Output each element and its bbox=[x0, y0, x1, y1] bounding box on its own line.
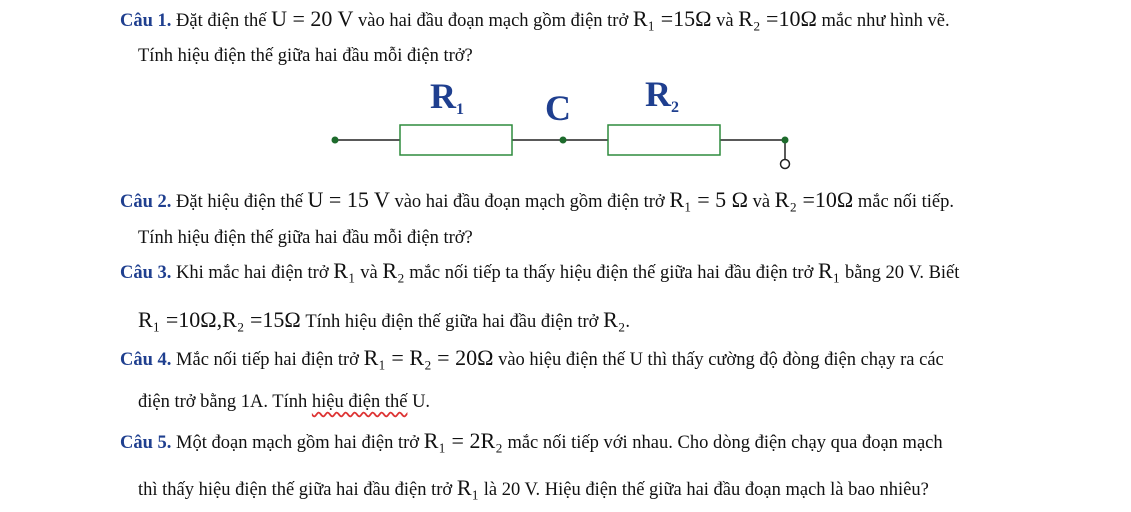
r2-label: R2 bbox=[645, 78, 679, 116]
math: R₁ = 5 Ω bbox=[669, 187, 748, 212]
text: và bbox=[747, 192, 775, 212]
text: mắc nối tiếp với nhau. Cho dòng điện chạy qua đoạn mạch bbox=[502, 433, 943, 453]
math: R₁ =10Ω,R₂ =15Ω bbox=[138, 307, 301, 332]
question-label: Câu 2. bbox=[120, 192, 172, 212]
resistor-r1 bbox=[400, 125, 512, 155]
text: vào hai đầu đoạn mạch gồm điện trở bbox=[389, 192, 670, 212]
text: . bbox=[625, 312, 631, 332]
text: và bbox=[355, 263, 383, 283]
text: bằng 20 V. Biết bbox=[840, 263, 960, 283]
r1-label: R1 bbox=[430, 78, 464, 118]
question-label: Câu 5. bbox=[120, 433, 172, 453]
text: Khi mắc hai điện trở bbox=[176, 263, 334, 283]
question-3-line-2 bbox=[138, 307, 630, 333]
node-c bbox=[560, 137, 567, 144]
question-1-line-2: Tính hiệu điện thế giữa hai đầu mỗi điện trở? bbox=[138, 46, 473, 66]
text: mắc như hình vẽ. bbox=[816, 11, 950, 31]
question-2-line-2: Tính hiệu điện thế giữa hai đầu mỗi điện trở? bbox=[138, 228, 473, 248]
math: R₂ =10Ω bbox=[738, 6, 817, 31]
text: Tính hiệu điện thế giữa hai đầu điện trở bbox=[300, 312, 604, 332]
text: Một đoạn mạch gồm hai điện trở bbox=[176, 433, 424, 453]
text: Đặt hiệu điện thế bbox=[176, 192, 308, 212]
circuit-diagram bbox=[320, 78, 800, 178]
text: Mắc nối tiếp hai điện trở bbox=[176, 350, 364, 370]
text: điện trở bằng 1A. Tính bbox=[138, 392, 312, 412]
math: R₁ =15Ω bbox=[632, 6, 712, 31]
c-label: C bbox=[545, 88, 571, 128]
question-label: Câu 4. bbox=[120, 350, 172, 370]
math: R₂ =10Ω bbox=[774, 187, 854, 212]
question-3-line-1 bbox=[120, 258, 959, 284]
text: và bbox=[711, 11, 739, 31]
math: R₂ bbox=[603, 307, 626, 332]
resistor-r2 bbox=[608, 125, 720, 155]
question-4-line-2 bbox=[138, 392, 430, 413]
math: R₂ bbox=[382, 258, 405, 283]
text: Đặt điện thế bbox=[176, 11, 272, 31]
math: R₁ = 2R₂ bbox=[423, 428, 503, 453]
math: U = 20 V bbox=[271, 6, 354, 31]
question-5-line-2 bbox=[138, 475, 929, 501]
math: R₁ = R₂ = 20Ω bbox=[363, 345, 494, 370]
question-2-line-1 bbox=[120, 187, 954, 213]
node-right bbox=[782, 137, 789, 144]
math: R₁ bbox=[456, 475, 480, 500]
question-1-line-1 bbox=[120, 6, 950, 32]
text: là 20 V. Hiệu điện thế giữa hai đầu đoạn mạch là bao nhiêu? bbox=[479, 480, 929, 500]
text: U. bbox=[407, 392, 431, 412]
terminal-open bbox=[781, 160, 790, 169]
math: R₁ bbox=[333, 258, 356, 283]
text: vào hiệu điện thế U thì thấy cường độ đòng điện chạy ra các bbox=[493, 350, 944, 370]
question-5-line-1 bbox=[120, 428, 943, 454]
question-4-line-1 bbox=[120, 345, 944, 371]
question-label: Câu 3. bbox=[120, 263, 172, 283]
text: mắc nối tiếp ta thấy hiệu điện thế giữa hai đầu điện trở bbox=[404, 263, 818, 283]
spellcheck-underlined-text: hiệu điện thế bbox=[311, 392, 408, 412]
text: mắc nối tiếp. bbox=[853, 192, 954, 212]
math: R₁ bbox=[818, 258, 841, 283]
node-left bbox=[332, 137, 339, 144]
math: U = 15 V bbox=[307, 187, 390, 212]
text: thì thấy hiệu điện thế giữa hai đầu điện trở bbox=[138, 480, 457, 500]
text: vào hai đầu đoạn mạch gồm điện trở bbox=[353, 11, 633, 31]
question-label: Câu 1. bbox=[120, 11, 172, 31]
